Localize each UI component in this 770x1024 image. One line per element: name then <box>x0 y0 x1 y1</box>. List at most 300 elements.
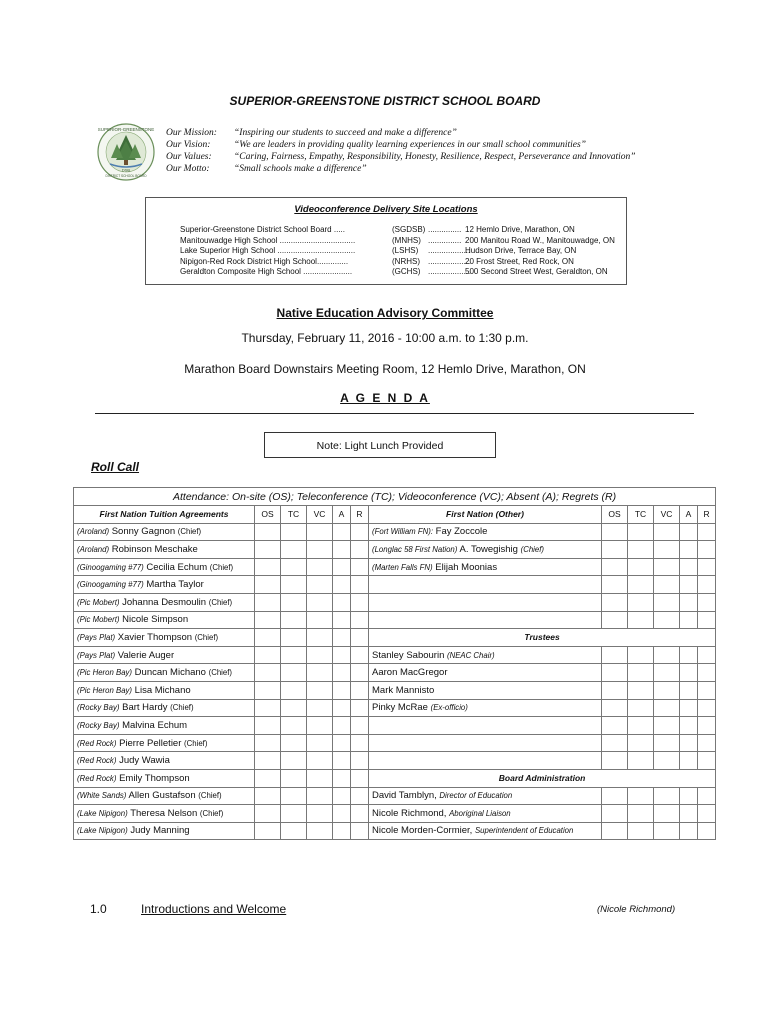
left-attendance-checkbox[interactable] <box>255 558 281 576</box>
left-attendance-checkbox[interactable] <box>333 822 351 840</box>
right-attendance-checkbox[interactable] <box>628 664 654 682</box>
right-attendance-checkbox[interactable] <box>602 699 628 717</box>
member-cell <box>74 523 255 541</box>
section-heading: Board Administration <box>369 769 716 787</box>
left-attendance-checkbox[interactable] <box>281 576 307 594</box>
mission-row <box>166 127 636 139</box>
roll-call-body <box>74 523 716 840</box>
roll-call-row <box>74 681 716 699</box>
values-row <box>166 151 636 163</box>
right-attendance-checkbox[interactable] <box>654 523 680 541</box>
right-attendance-checkbox[interactable] <box>654 681 680 699</box>
left-attendance-checkbox[interactable] <box>351 769 369 787</box>
right-attendance-checkbox[interactable] <box>654 787 680 805</box>
member-cell <box>369 523 602 541</box>
member-cell <box>369 822 602 840</box>
left-attendance-checkbox[interactable] <box>255 734 281 752</box>
statement-label: Our Values: <box>166 152 212 162</box>
roll-call-row <box>74 629 716 647</box>
member-community: (Pays Plat) <box>77 650 116 660</box>
right-attendance-checkbox[interactable] <box>628 593 654 611</box>
member-community: (Ginoogaming #77) <box>77 562 144 572</box>
left-attendance-checkbox[interactable] <box>255 769 281 787</box>
right-attendance-checkbox[interactable] <box>680 787 698 805</box>
right-attendance-checkbox[interactable] <box>654 593 680 611</box>
left-attendance-checkbox[interactable] <box>281 611 307 629</box>
member-name: Malvina Echum <box>122 719 188 731</box>
left-attendance-checkbox[interactable] <box>255 576 281 594</box>
right-attendance-checkbox[interactable] <box>698 734 716 752</box>
section-heading: Trustees <box>369 629 716 647</box>
left-attendance-checkbox[interactable] <box>255 681 281 699</box>
videoconference-box <box>145 197 627 285</box>
left-attendance-checkbox[interactable] <box>255 699 281 717</box>
left-attendance-checkbox[interactable] <box>333 787 351 805</box>
left-attendance-checkbox[interactable] <box>255 717 281 735</box>
member-role: (Chief) <box>177 527 202 537</box>
left-attendance-checkbox[interactable] <box>281 558 307 576</box>
col-tc: TC <box>281 506 307 524</box>
col-os: OS <box>255 506 281 524</box>
left-attendance-checkbox[interactable] <box>281 523 307 541</box>
col-r: R <box>698 506 716 524</box>
member-community: (Pic Heron Bay) <box>77 668 133 678</box>
left-attendance-checkbox[interactable] <box>351 611 369 629</box>
member-name: Xavier Thompson <box>117 631 193 643</box>
right-attendance-checkbox[interactable] <box>602 734 628 752</box>
right-attendance-checkbox[interactable] <box>654 664 680 682</box>
right-attendance-checkbox[interactable] <box>698 541 716 559</box>
left-attendance-checkbox[interactable] <box>333 769 351 787</box>
left-attendance-checkbox[interactable] <box>333 664 351 682</box>
left-attendance-checkbox[interactable] <box>281 699 307 717</box>
right-attendance-checkbox[interactable] <box>698 593 716 611</box>
member-cell <box>74 822 255 840</box>
member-name: Emily Thompson <box>119 772 190 784</box>
member-cell <box>369 558 602 576</box>
roll-call-row <box>74 734 716 752</box>
member-cell <box>74 576 255 594</box>
col-vc: VC <box>307 506 333 524</box>
right-attendance-checkbox[interactable] <box>680 717 698 735</box>
left-attendance-checkbox[interactable] <box>333 734 351 752</box>
member-name: Pierre Pelletier <box>119 737 182 749</box>
left-attendance-checkbox[interactable] <box>281 805 307 823</box>
member-name: Bart Hardy <box>122 702 168 714</box>
site-address: Hudson Drive, Terrace Bay, ON <box>465 246 577 255</box>
site-dots: ............... <box>428 225 462 234</box>
member-name: Aaron MacGregor <box>372 667 448 679</box>
member-role: (Chief) <box>520 544 544 554</box>
left-attendance-checkbox[interactable] <box>281 681 307 699</box>
left-attendance-checkbox[interactable] <box>351 717 369 735</box>
member-role: (Chief) <box>199 808 224 818</box>
col-tc: TC <box>628 506 654 524</box>
roll-call-row <box>74 822 716 840</box>
member-role: (Chief) <box>208 668 233 678</box>
right-attendance-checkbox[interactable] <box>628 541 654 559</box>
member-role: (Ex-officio) <box>430 703 468 713</box>
member-cell <box>74 734 255 752</box>
right-attendance-checkbox[interactable] <box>602 593 628 611</box>
right-attendance-checkbox[interactable] <box>628 523 654 541</box>
left-attendance-checkbox[interactable] <box>255 541 281 559</box>
member-name: Elijah Moonias <box>435 561 498 573</box>
left-attendance-checkbox[interactable] <box>281 541 307 559</box>
member-community: (Pays Plat) <box>77 632 116 642</box>
left-attendance-checkbox[interactable] <box>307 576 333 594</box>
meeting-datetime: Thursday, February 11, 2016 - 10:00 a.m. to 1:30 p.m. <box>241 331 529 345</box>
right-attendance-checkbox[interactable] <box>680 646 698 664</box>
member-community: (Ginoogaming #77) <box>77 580 144 590</box>
left-attendance-checkbox[interactable] <box>281 769 307 787</box>
left-attendance-checkbox[interactable] <box>307 681 333 699</box>
left-attendance-checkbox[interactable] <box>281 646 307 664</box>
right-attendance-checkbox[interactable] <box>698 646 716 664</box>
member-name: Fay Zoccole <box>435 526 488 538</box>
left-attendance-checkbox[interactable] <box>307 805 333 823</box>
left-column-header: First Nation Tuition Agreements <box>74 506 255 524</box>
member-cell <box>74 664 255 682</box>
member-community: (Aroland) <box>77 544 110 554</box>
right-attendance-checkbox[interactable] <box>698 611 716 629</box>
right-attendance-checkbox[interactable] <box>628 646 654 664</box>
member-name: Judy Wawia <box>119 755 170 767</box>
left-attendance-checkbox[interactable] <box>307 611 333 629</box>
member-community: (Red Rock) <box>77 738 117 748</box>
right-attendance-checkbox[interactable] <box>654 646 680 664</box>
left-attendance-checkbox[interactable] <box>281 629 307 647</box>
left-attendance-checkbox[interactable] <box>333 523 351 541</box>
right-attendance-checkbox[interactable] <box>680 541 698 559</box>
right-attendance-checkbox[interactable] <box>698 787 716 805</box>
left-attendance-checkbox[interactable] <box>351 699 369 717</box>
member-cell <box>74 646 255 664</box>
statement-text: “Small schools make a difference” <box>234 164 367 174</box>
left-attendance-checkbox[interactable] <box>351 576 369 594</box>
right-attendance-checkbox[interactable] <box>628 611 654 629</box>
left-attendance-checkbox[interactable] <box>333 717 351 735</box>
site-row <box>180 225 615 236</box>
right-attendance-checkbox[interactable] <box>698 681 716 699</box>
right-attendance-checkbox[interactable] <box>698 558 716 576</box>
member-role: (Chief) <box>209 562 234 572</box>
member-name: Judy Manning <box>130 825 190 837</box>
left-attendance-checkbox[interactable] <box>281 822 307 840</box>
site-dots: ................... <box>428 246 471 255</box>
left-attendance-checkbox[interactable] <box>333 805 351 823</box>
member-cell <box>74 629 255 647</box>
member-cell <box>74 717 255 735</box>
left-attendance-checkbox[interactable] <box>307 752 333 770</box>
left-attendance-checkbox[interactable] <box>351 593 369 611</box>
left-attendance-checkbox[interactable] <box>351 664 369 682</box>
right-attendance-checkbox[interactable] <box>628 734 654 752</box>
right-attendance-checkbox[interactable] <box>698 576 716 594</box>
right-attendance-checkbox[interactable] <box>698 752 716 770</box>
right-attendance-checkbox[interactable] <box>628 558 654 576</box>
member-role: (Chief) <box>170 703 194 713</box>
left-attendance-checkbox[interactable] <box>281 752 307 770</box>
right-attendance-checkbox[interactable] <box>628 699 654 717</box>
right-attendance-checkbox[interactable] <box>654 805 680 823</box>
left-attendance-checkbox[interactable] <box>351 646 369 664</box>
left-attendance-checkbox[interactable] <box>255 664 281 682</box>
site-code: (SGDSB) <box>392 225 426 234</box>
right-attendance-checkbox[interactable] <box>698 822 716 840</box>
roll-call-row <box>74 576 716 594</box>
left-attendance-checkbox[interactable] <box>307 822 333 840</box>
right-attendance-checkbox[interactable] <box>680 576 698 594</box>
statement-text: “Caring, Fairness, Empathy, Responsibility, Honesty, Resilience, Respect, Perseverance and Innovation” <box>234 152 636 162</box>
right-attendance-checkbox[interactable] <box>628 805 654 823</box>
statement-label: Our Vision: <box>166 140 211 150</box>
member-name: A. Towegishig <box>459 543 518 555</box>
right-attendance-checkbox[interactable] <box>680 699 698 717</box>
member-name: Nicole Morden-Cormier, <box>372 825 473 837</box>
member-community: (Pic Mobert) <box>77 615 120 625</box>
left-attendance-checkbox[interactable] <box>307 541 333 559</box>
left-attendance-checkbox[interactable] <box>255 805 281 823</box>
member-role: (Chief) <box>208 597 233 607</box>
right-attendance-checkbox[interactable] <box>628 681 654 699</box>
right-attendance-checkbox[interactable] <box>680 822 698 840</box>
member-cell <box>74 558 255 576</box>
member-cell <box>74 593 255 611</box>
left-attendance-checkbox[interactable] <box>281 734 307 752</box>
member-name: Cecilia Echum <box>146 561 208 573</box>
member-cell <box>74 541 255 559</box>
right-attendance-checkbox[interactable] <box>602 681 628 699</box>
site-code: (GCHS) <box>392 267 421 276</box>
member-name: Nicole Simpson <box>122 614 189 626</box>
right-attendance-checkbox[interactable] <box>602 646 628 664</box>
right-attendance-checkbox[interactable] <box>628 822 654 840</box>
right-attendance-checkbox[interactable] <box>628 752 654 770</box>
member-community: (Red Rock) <box>77 773 117 783</box>
left-attendance-checkbox[interactable] <box>281 593 307 611</box>
right-attendance-checkbox[interactable] <box>602 717 628 735</box>
site-code: (LSHS) <box>392 246 419 255</box>
left-attendance-checkbox[interactable] <box>351 523 369 541</box>
left-attendance-checkbox[interactable] <box>333 593 351 611</box>
site-row <box>180 236 615 247</box>
left-attendance-checkbox[interactable] <box>307 593 333 611</box>
col-r: R <box>351 506 369 524</box>
left-attendance-checkbox[interactable] <box>307 769 333 787</box>
left-attendance-checkbox[interactable] <box>255 629 281 647</box>
right-attendance-checkbox[interactable] <box>602 752 628 770</box>
empty-cell <box>369 734 602 752</box>
right-attendance-checkbox[interactable] <box>654 699 680 717</box>
member-name: Mark Mannisto <box>372 684 435 696</box>
right-attendance-checkbox[interactable] <box>602 611 628 629</box>
agenda-item-presenter: (Nicole Richmond) <box>597 904 676 915</box>
logo-text-top: SUPERIOR-GREENSTONE <box>97 127 155 132</box>
right-attendance-checkbox[interactable] <box>698 664 716 682</box>
right-attendance-checkbox[interactable] <box>654 822 680 840</box>
empty-cell <box>369 717 602 735</box>
member-name: Lisa Michano <box>134 684 191 696</box>
right-attendance-checkbox[interactable] <box>602 576 628 594</box>
left-attendance-checkbox[interactable] <box>351 822 369 840</box>
left-attendance-checkbox[interactable] <box>255 787 281 805</box>
member-cell <box>369 699 602 717</box>
right-attendance-checkbox[interactable] <box>680 593 698 611</box>
right-column-header: First Nation (Other) <box>369 506 602 524</box>
right-attendance-checkbox[interactable] <box>654 752 680 770</box>
left-attendance-checkbox[interactable] <box>255 752 281 770</box>
roll-call-heading: Roll Call <box>91 460 140 474</box>
left-attendance-checkbox[interactable] <box>255 523 281 541</box>
left-attendance-checkbox[interactable] <box>255 593 281 611</box>
member-community: (Rocky Bay) <box>77 703 120 713</box>
col-vc: VC <box>654 506 680 524</box>
left-attendance-checkbox[interactable] <box>333 752 351 770</box>
left-attendance-checkbox[interactable] <box>351 752 369 770</box>
left-attendance-checkbox[interactable] <box>307 523 333 541</box>
member-role: (Chief) <box>198 791 222 801</box>
roll-call-row <box>74 611 716 629</box>
school-board-crest-icon <box>96 122 156 182</box>
site-name: Nipigon-Red Rock District High School.............. <box>180 256 349 266</box>
roll-call-row <box>74 558 716 576</box>
right-attendance-checkbox[interactable] <box>680 558 698 576</box>
right-attendance-checkbox[interactable] <box>654 576 680 594</box>
member-community: (Pic Mobert) <box>77 597 120 607</box>
right-attendance-checkbox[interactable] <box>698 523 716 541</box>
left-attendance-checkbox[interactable] <box>333 576 351 594</box>
left-attendance-checkbox[interactable] <box>351 558 369 576</box>
left-attendance-checkbox[interactable] <box>255 646 281 664</box>
member-role: (Chief) <box>194 632 219 642</box>
member-name: Allen Gustafson <box>128 790 196 802</box>
member-community: (Fort William FN): <box>372 527 433 537</box>
left-attendance-checkbox[interactable] <box>307 787 333 805</box>
left-attendance-checkbox[interactable] <box>307 734 333 752</box>
member-cell <box>74 611 255 629</box>
left-attendance-checkbox[interactable] <box>333 558 351 576</box>
left-attendance-checkbox[interactable] <box>351 805 369 823</box>
left-attendance-checkbox[interactable] <box>333 541 351 559</box>
site-row <box>180 246 615 257</box>
vision-row <box>166 139 636 151</box>
right-attendance-checkbox[interactable] <box>680 611 698 629</box>
left-attendance-checkbox[interactable] <box>307 699 333 717</box>
right-attendance-checkbox[interactable] <box>602 558 628 576</box>
roll-call-table <box>73 487 710 872</box>
right-attendance-checkbox[interactable] <box>602 805 628 823</box>
left-attendance-checkbox[interactable] <box>333 681 351 699</box>
right-attendance-checkbox[interactable] <box>654 611 680 629</box>
left-attendance-checkbox[interactable] <box>281 664 307 682</box>
agenda-item-number: 1.0 <box>90 902 107 916</box>
right-attendance-checkbox[interactable] <box>680 681 698 699</box>
member-community: (Marten Falls FN) <box>372 562 433 572</box>
left-attendance-checkbox[interactable] <box>255 611 281 629</box>
right-attendance-checkbox[interactable] <box>602 787 628 805</box>
left-attendance-checkbox[interactable] <box>351 787 369 805</box>
site-row <box>180 267 615 278</box>
roll-call-row <box>74 699 716 717</box>
right-attendance-checkbox[interactable] <box>680 523 698 541</box>
member-role: (NEAC Chair) <box>447 650 495 660</box>
left-attendance-checkbox[interactable] <box>281 787 307 805</box>
roll-call-row <box>74 805 716 823</box>
right-attendance-checkbox[interactable] <box>698 805 716 823</box>
left-attendance-checkbox[interactable] <box>255 822 281 840</box>
left-attendance-checkbox[interactable] <box>333 611 351 629</box>
roll-call-row <box>74 664 716 682</box>
right-attendance-checkbox[interactable] <box>680 805 698 823</box>
member-name: Martha Taylor <box>146 579 204 591</box>
roll-call-row <box>74 593 716 611</box>
site-dots: ............... <box>428 235 462 245</box>
member-community: (Pic Heron Bay) <box>77 685 133 695</box>
member-role: Aboriginal Liaison <box>449 808 511 818</box>
left-attendance-checkbox[interactable] <box>333 629 351 647</box>
member-role: Director of Education <box>439 791 513 801</box>
right-attendance-checkbox[interactable] <box>654 541 680 559</box>
member-community: (Red Rock) <box>77 756 117 766</box>
right-attendance-checkbox[interactable] <box>654 558 680 576</box>
right-attendance-checkbox[interactable] <box>654 734 680 752</box>
empty-cell <box>369 576 602 594</box>
right-attendance-checkbox[interactable] <box>680 664 698 682</box>
right-attendance-checkbox[interactable] <box>602 664 628 682</box>
videoconference-title: Videoconference Delivery Site Locations <box>294 204 478 215</box>
left-attendance-checkbox[interactable] <box>307 629 333 647</box>
left-attendance-checkbox[interactable] <box>351 681 369 699</box>
right-attendance-checkbox[interactable] <box>654 717 680 735</box>
member-community: (Rocky Bay) <box>77 720 120 730</box>
left-attendance-checkbox[interactable] <box>333 699 351 717</box>
left-attendance-checkbox[interactable] <box>307 664 333 682</box>
member-community: (Lake Nipigon) <box>77 808 128 818</box>
right-attendance-checkbox[interactable] <box>602 541 628 559</box>
left-attendance-checkbox[interactable] <box>351 629 369 647</box>
left-attendance-checkbox[interactable] <box>333 646 351 664</box>
right-attendance-checkbox[interactable] <box>698 699 716 717</box>
member-name: Johanna Desmoulin <box>122 596 207 608</box>
right-attendance-checkbox[interactable] <box>628 576 654 594</box>
left-attendance-checkbox[interactable] <box>351 541 369 559</box>
site-address: 12 Hemlo Drive, Marathon, ON <box>465 225 575 234</box>
site-row <box>180 257 615 268</box>
right-attendance-checkbox[interactable] <box>628 717 654 735</box>
right-attendance-checkbox[interactable] <box>698 717 716 735</box>
left-attendance-checkbox[interactable] <box>281 717 307 735</box>
empty-cell <box>369 593 602 611</box>
empty-cell <box>369 752 602 770</box>
agenda-heading: A G E N D A <box>340 391 430 405</box>
right-attendance-checkbox[interactable] <box>602 822 628 840</box>
member-community: (Lake Nipigon) <box>77 826 128 836</box>
left-attendance-checkbox[interactable] <box>351 734 369 752</box>
agenda-item-title: Introductions and Welcome <box>141 902 287 916</box>
member-name: Duncan Michano <box>134 667 206 679</box>
right-attendance-checkbox[interactable] <box>628 787 654 805</box>
member-name: Sonny Gagnon <box>111 526 176 538</box>
left-attendance-checkbox[interactable] <box>307 646 333 664</box>
right-attendance-checkbox[interactable] <box>680 734 698 752</box>
member-role: (Chief) <box>184 738 208 748</box>
member-role: Superintendent of Education <box>474 826 574 836</box>
right-attendance-checkbox[interactable] <box>602 523 628 541</box>
left-attendance-checkbox[interactable] <box>307 717 333 735</box>
right-attendance-checkbox[interactable] <box>680 752 698 770</box>
left-attendance-checkbox[interactable] <box>307 558 333 576</box>
